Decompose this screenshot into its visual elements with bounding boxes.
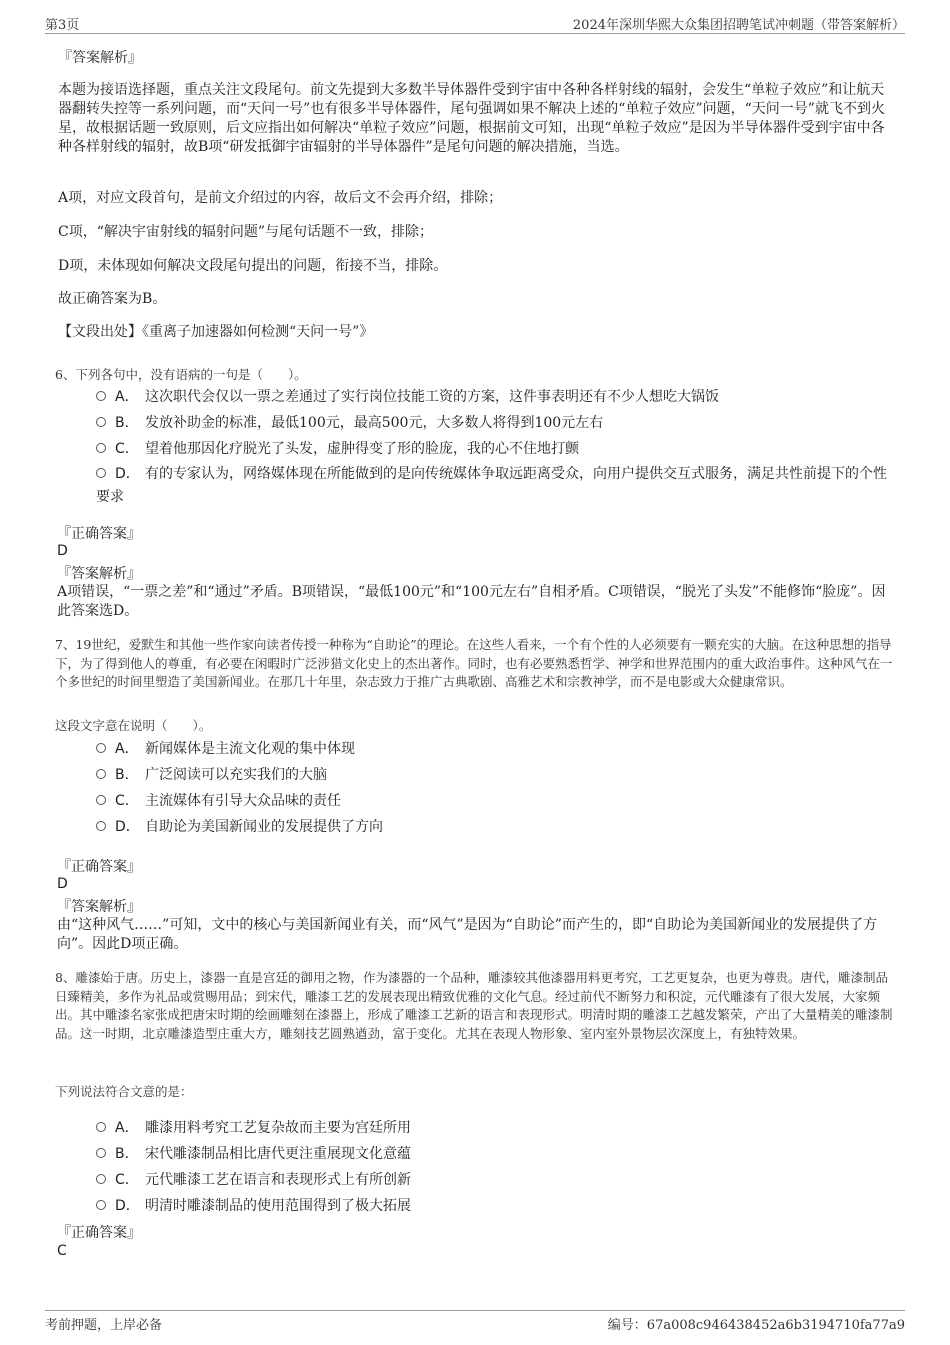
q8-correct-answer: C <box>57 1243 67 1259</box>
analysis-label: 『答案解析』 <box>58 50 142 66</box>
q8-option-d[interactable]: D． 明清时雕漆制品的使用范围得到了极大拓展 <box>96 1194 891 1218</box>
q6-correct-answer: D <box>57 543 68 559</box>
q7-option-b[interactable]: B． 广泛阅读可以充实我们的大脑 <box>96 763 891 787</box>
q8-option-a[interactable]: A． 雕漆用料考究工艺复杂故而主要为宫廷所用 <box>96 1116 891 1140</box>
radio-icon[interactable] <box>96 821 106 831</box>
document-title: 2024年深圳华熙大众集团招聘笔试冲刺题（带答案解析） <box>572 18 905 33</box>
header-divider <box>45 33 905 34</box>
question-7-stem: 7、19世纪，爱默生和其他一些作家向读者传授一种称为“自助论”的理论。在这些人看来，一个有个性的人必须要有一颗充实的大脑。在这种思想的指导下，为了得到他人的尊重，有必要在闲暇时广泛涉猎文化史上的杰出著作。同时，也有必要熟悉哲学、神学和世界范围内的重大政治事件。这种风气在一个多世纪的时间里塑造了美国新闻业。在那几十年里，杂志致力于推广古典歌剧、高雅艺术和宗教神学，而不是电影或大众健康常识。 <box>55 637 893 689</box>
q6-analysis: A项错误，“一票之差”和“通过”矛盾。B项错误，“最低100元”和“100元左右”自相矛盾。C项错误，“脱光了头发”不能修饰“脸庞”。因此答案选D。 <box>57 584 886 619</box>
radio-icon[interactable] <box>96 1122 106 1132</box>
document-code: 编号：67a008c946438452a6b3194710fa77a9 <box>607 1318 905 1333</box>
q6-option-c[interactable]: C． 望着他那因化疗脱光了头发，虚肿得变了形的脸庞，我的心不住地打颤 <box>96 437 891 461</box>
q7-correct-label: 『正确答案』 <box>57 859 141 875</box>
q7-option-a[interactable]: A． 新闻媒体是主流文化观的集中体现 <box>96 737 891 761</box>
footer-divider <box>45 1310 905 1311</box>
q6-analysis-label: 『答案解析』 <box>57 566 141 582</box>
analysis-option-c: C项，“解决宇宙射线的辐射问题”与尾句话题不一致，排除； <box>58 224 434 240</box>
q8-option-c[interactable]: C． 元代雕漆工艺在语言和表现形式上有所创新 <box>96 1168 891 1192</box>
question-8-stem: 8、雕漆始于唐。历史上，漆器一直是宫廷的御用之物，作为漆器的一个品种，雕漆较其他漆器用料更考究，工艺更复杂，也更为尊贵。唐代，雕漆制品日臻精美，多作为礼品或赏赐用品；到宋代，雕漆工艺的发展表现出精致优雅的文化气息。经过前代不断努力和积淀，元代雕漆有了很大发展，大家频出。其中雕漆名家张成把唐宋时期的绘画雕刻在漆器上，形成了雕漆工艺新的语言和表现形式。明清时期的雕漆工艺越发繁荣，产出了大量精美的雕漆制品。这一时期，北京雕漆造型庄重大方，雕刻技艺圆熟遒劲，富于变化。尤其在表现人物形象、室内室外景物层次深度上，有独特效果。 <box>55 970 893 1041</box>
radio-icon[interactable] <box>96 443 106 453</box>
radio-icon[interactable] <box>96 1200 106 1210</box>
radio-icon[interactable] <box>96 1148 106 1158</box>
q7-analysis: 由“这种风气……”可知，文中的核心与美国新闻业有关，而“风气”是因为“自助论”而产生的，即“自助论为美国新闻业的发展提供了方向”。因此D项正确。 <box>57 917 878 952</box>
radio-icon[interactable] <box>96 795 106 805</box>
question-6-stem: 6、下列各句中，没有语病的一句是（ ）。 <box>55 367 307 382</box>
page-number: 第3页 <box>45 18 80 33</box>
text-source: 【文段出处】《重离子加速器如何检测“天问一号”》 <box>58 324 374 340</box>
q6-option-d[interactable]: D． 有的专家认为，网络媒体现在所能做到的是向传统媒体争取远距离受众，向用户提供交互式服务，满足共性前提下的个性要求 <box>96 466 887 505</box>
question-7-prompt: 这段文字意在说明（ ）。 <box>55 718 212 733</box>
radio-icon[interactable] <box>96 769 106 779</box>
radio-icon[interactable] <box>96 743 106 753</box>
q6-option-b[interactable]: B． 发放补助金的标准，最低100元，最高500元，大多数人将得到100元左右 <box>96 411 891 435</box>
radio-icon[interactable] <box>96 417 106 427</box>
analysis-paragraph: 本题为接语选择题，重点关注文段尾句。前文先提到大多数半导体器件受到宇宙中各种各样射线的辐射，会发生“单粒子效应”和让航天器翻转失控等一系列问题，而“天问一号”也有很多半导体器件，尾句强调如果不解决上述的“单粒子效应”问题，“天问一号”就飞不到火星，故根据话题一致原则，后文应指出如何解决“单粒子效应”问题，根据前文可知，出现“单粒子效应”是因为半导体器件受到宇宙中各种各样射线的辐射，故B项“研发抵御宇宙辐射的半导体器件”是尾句问题的解决措施，当选。 <box>58 82 885 155</box>
analysis-conclusion: 故正确答案为B。 <box>58 291 167 307</box>
q7-option-d[interactable]: D． 自助论为美国新闻业的发展提供了方向 <box>96 815 891 839</box>
q8-option-b[interactable]: B． 宋代雕漆制品相比唐代更注重展现文化意蕴 <box>96 1142 891 1166</box>
radio-icon[interactable] <box>96 391 106 401</box>
footer-slogan: 考前押题，上岸必备 <box>45 1318 163 1333</box>
page-header <box>45 14 905 32</box>
q8-correct-label: 『正确答案』 <box>57 1225 141 1241</box>
q7-option-c[interactable]: C． 主流媒体有引导大众品味的责任 <box>96 789 891 813</box>
q7-analysis-label: 『答案解析』 <box>57 899 141 915</box>
analysis-option-a: A项，对应文段首句，是前文介绍过的内容，故后文不会再介绍，排除； <box>58 190 503 206</box>
q7-correct-answer: D <box>57 876 68 892</box>
radio-icon[interactable] <box>96 1174 106 1184</box>
q6-correct-label: 『正确答案』 <box>57 526 141 542</box>
radio-icon[interactable] <box>96 468 106 478</box>
analysis-option-d: D项，未体现如何解决文段尾句提出的问题，衔接不当，排除。 <box>58 258 448 274</box>
q6-option-a[interactable]: A． 这次职代会仅以一票之差通过了实行岗位技能工资的方案，这件事表明还有不少人想吃大锅饭 <box>96 385 891 409</box>
question-8-prompt: 下列说法符合文意的是： <box>55 1084 193 1099</box>
